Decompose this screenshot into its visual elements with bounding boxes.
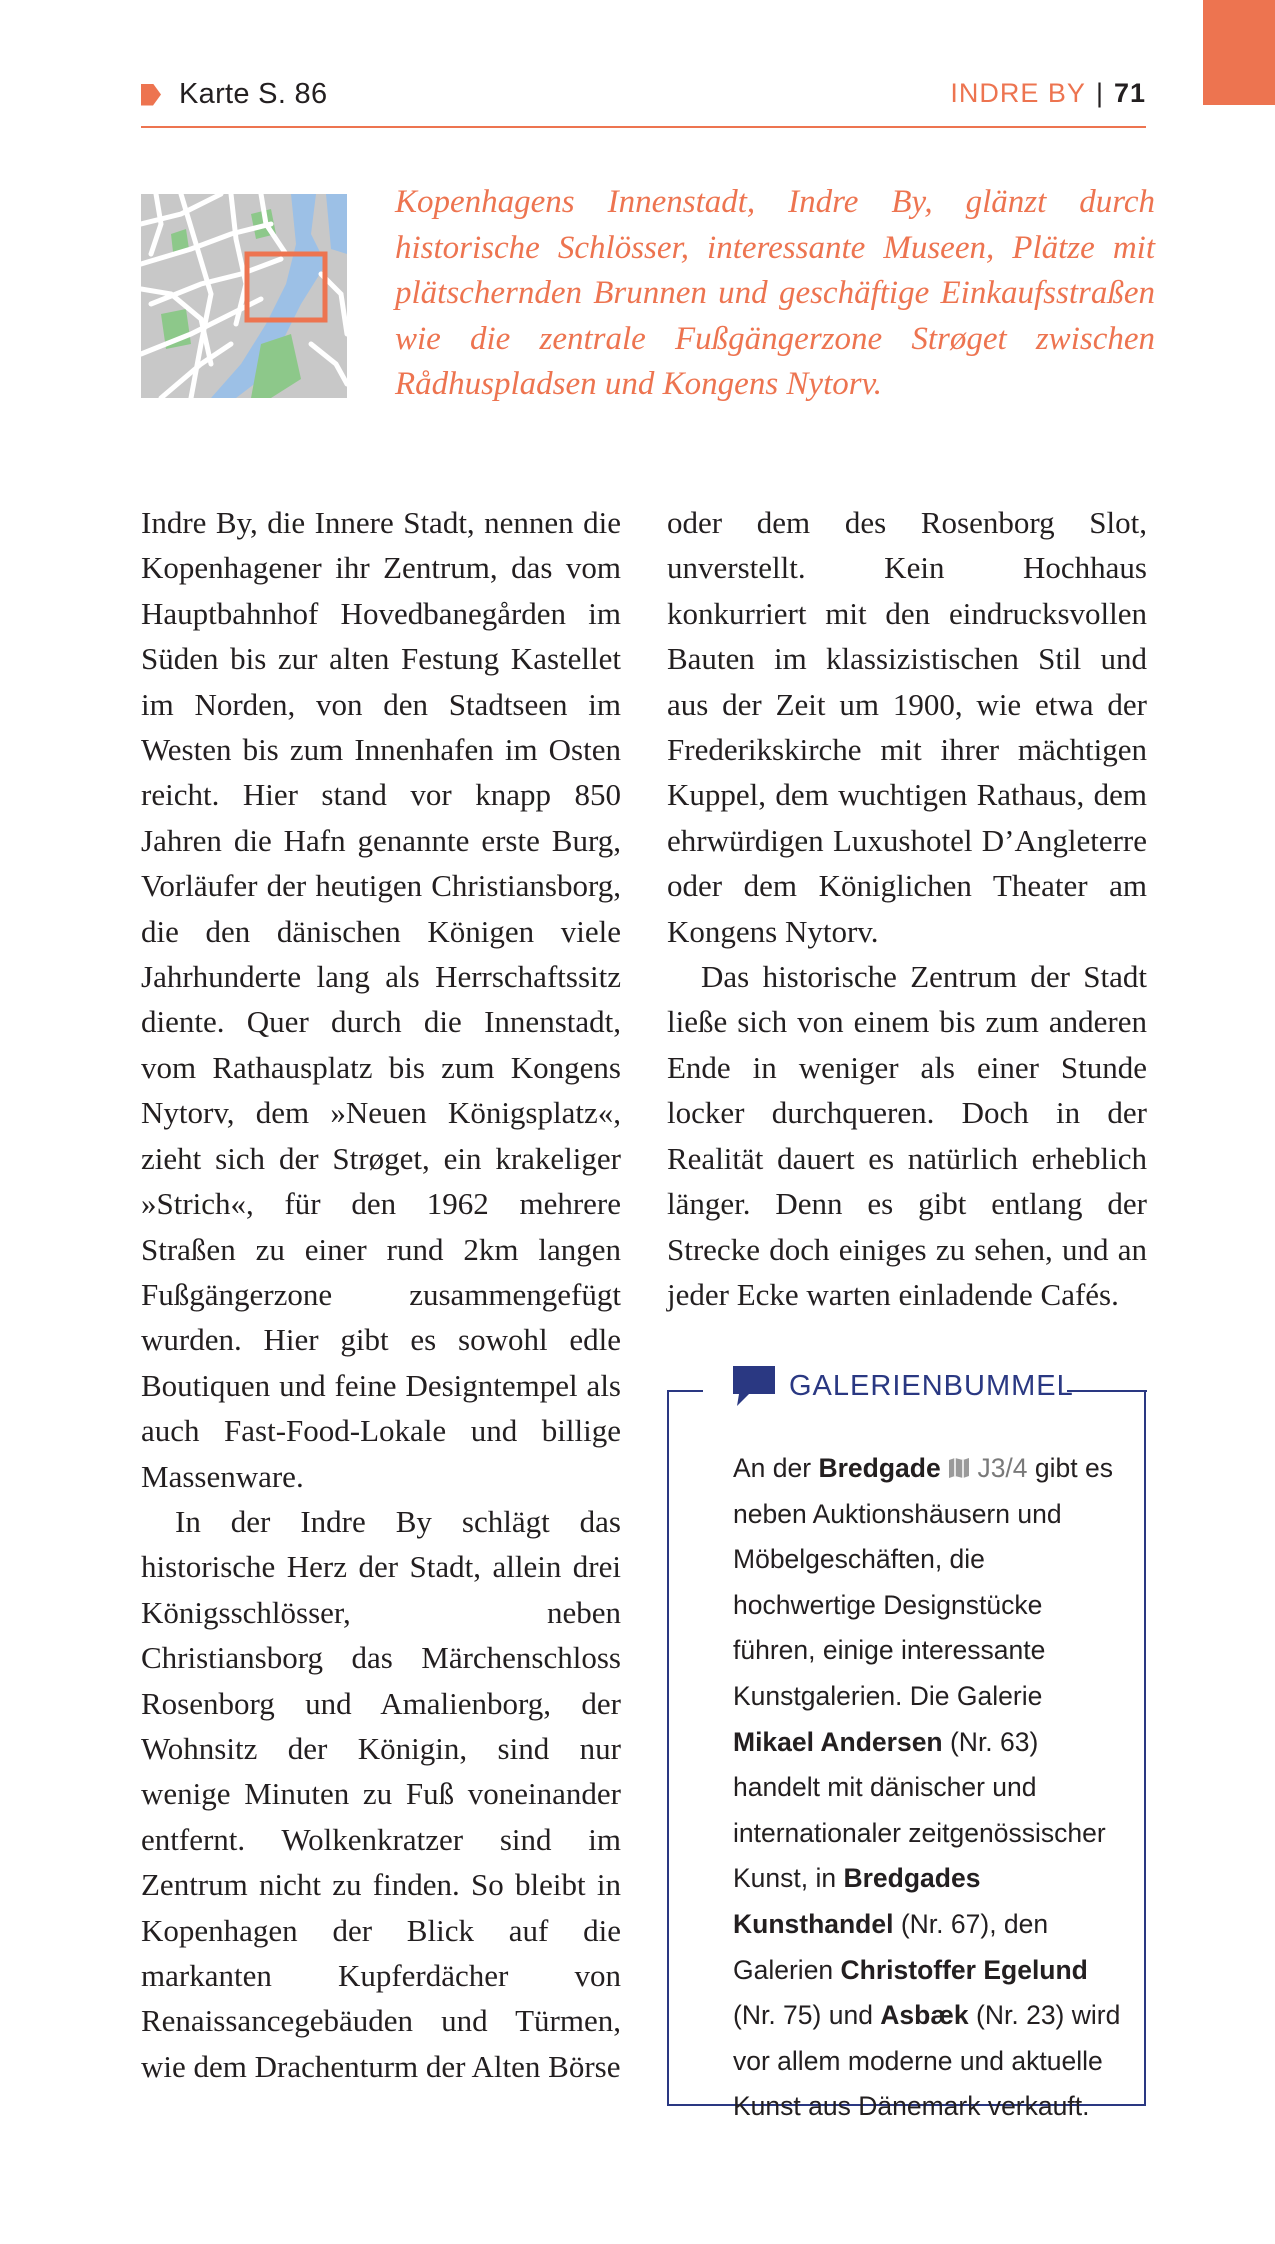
info-text-segment: (Nr. 67), den Galerien [733,1908,1049,1985]
map-icon [948,1457,970,1479]
info-text-segment: (Nr. 75) und [733,2000,881,2031]
info-text-segment: An der [733,1453,819,1483]
map-grid-reference[interactable]: J3/4 [977,1453,1028,1483]
info-box-title [733,1366,1074,1406]
body-column-right [667,500,1147,1317]
place-bredgades-kunsthandel: Bredgades Kunsthandel [733,1863,981,1939]
body-column-left [141,500,621,2089]
map-reference[interactable] [141,78,327,111]
paragraph-2: In der Indre By schlägt das historische Herz der Stadt, allein drei Königsschlösser, neben Christiansborg das Märchenschloss Rosenborg und Amalienborg, der Wohnsitz der Königin, sind nur wenige Minuten zu Fuß voneinander entfernt. Wolkenkratzer sind im Zentrum nicht zu finden. So bleibt in Kopenhagen der Blick auf die markanten Kupferdächer von Renaissancegebäuden und Türmen, wie dem Drachenturm der Alten Börse [141,1503,621,2084]
info-box-text [733,1446,1123,2130]
running-head [950,78,1146,109]
page-number: 71 [1113,78,1146,108]
paragraph-1: Indre By, die Innere Stadt, nennen die Kopenhagener ihr Zentrum, das vom Hauptbahnhof Hovedbanegården im Süden bis zur alten Festung Kastellet im Norden, von den Stadtseen im Westen bis zum Innenhafen im Osten reicht. Hier stand vor knapp 850 Jahren die Hafn genannte erste Burg, Vorläufer der heutigen Christiansborg, die den dänischen Königen viele Jahrhunderte lang als Herrschaftssitz diente. Quer durch die Innenstadt, vom Rathausplatz bis zum Kongens Nytorv, dem »Neuen Königsplatz«, zieht sich der Strøget, ein krakeliger »Strich«, für den 1962 mehrere Straßen zu einer rund 2km langen Fußgängerzone zusammengefügt wurden. Hier gibt es sowohl edle Boutiquen und feine Designtempel als auch Fast-Food-Lokale und billige Massenware. [141,505,621,1494]
paragraph-2-continued: oder dem des Rosenborg Slot, unverstellt. Kein Hochhaus konkurriert mit den eindrucksvollen Bauten im klassizistischen Stil und aus der Zeit um 1900, wie etwa der Frederikskirche mit ihrer mächtigen Kuppel, dem wuchtigen Rathaus, dem ehrwürdigen Luxushotel D’Angleterre oder dem Königlichen Theater am Kongens Nytorv. [667,505,1147,949]
speech-bubble-icon [733,1366,775,1406]
info-text-segment: (Nr. 23) wird vor allem moderne und aktuelle Kunst aus Dänemark verkauft. [733,2000,1121,2122]
info-text-segment: (Nr. 63) handelt mit dänischer und internationaler zeitgenössischer Kunst, in [733,1726,1106,1894]
chapter-tab [1203,0,1275,105]
place-christoffer-egelund: Christoffer Egelund [840,1954,1088,1985]
place-bredgade: Bredgade [818,1453,941,1483]
locator-map-icon [141,194,347,398]
box-border-right [1067,1390,1147,1392]
arrow-marker-icon [141,84,161,106]
box-border-left [667,1390,703,1392]
place-mikael-andersen: Mikael Andersen [733,1726,943,1757]
page-header [141,78,1146,128]
paragraph-3: Das historische Zentrum der Stadt ließe sich von einem bis zum anderen Ende in weniger als einer Stunde locker durchqueren. Doch in der Realität dauert es natürlich erheblich länger. Denn es gibt entlang der Strecke doch einiges zu sehen, und an jeder Ecke warten einladende Cafés. [667,959,1147,1312]
section-title: INDRE BY [950,78,1086,108]
header-separator: | [1095,78,1104,108]
intro-block [141,180,1155,420]
map-reference-label: Karte S. 86 [179,78,328,110]
info-box-title-text: GALERIENBUMMEL [789,1369,1074,1402]
place-asbaek: Asbæk [880,2000,969,2031]
intro-text: Kopenhagens Innenstadt, Indre By, glänzt durch historische Schlösser, interessante Museen, Plätze mit plätschernden Brunnen und geschäftige Einkaufsstraßen wie die zentrale Fußgängerzone Strøget zwischen Rådhuspladsen und Kongens Nytorv. [395,184,1155,402]
info-text-segment: gibt es neben Auktionshäusern und Möbelgeschäften, die hochwertige Designstücke führen, einige interessante Kunstgalerien. Die Galerie [733,1453,1113,1711]
info-box-galerienbummel [667,1369,1146,2122]
